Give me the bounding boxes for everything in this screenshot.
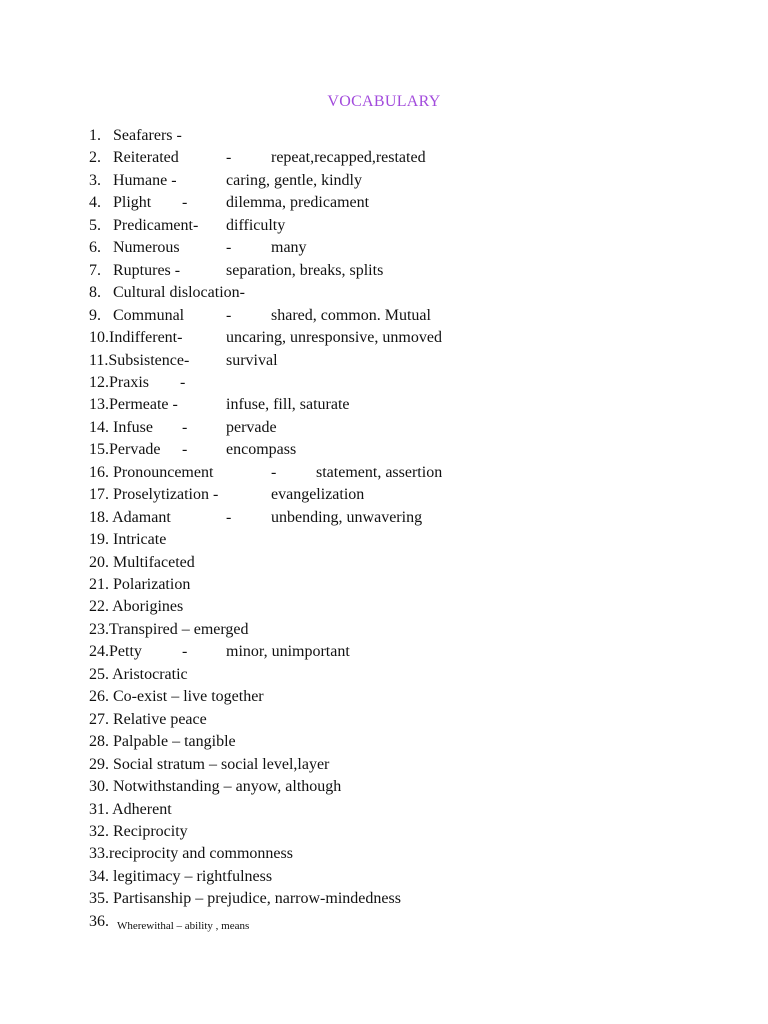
entry-text: - [180, 373, 186, 391]
list-item [0, 597, 768, 619]
entry-text: many [271, 239, 307, 257]
list-item [0, 171, 768, 193]
list-item [0, 889, 768, 911]
list-item [0, 261, 768, 283]
entry-term: 30. Notwithstanding – anyow, although [89, 778, 342, 796]
list-item [0, 283, 768, 305]
entry-term: 25. Aristocratic [89, 665, 188, 683]
entry-term: 2. [89, 149, 101, 167]
entry-term: 16. Pronouncement [89, 463, 214, 481]
entry-term: 36. [89, 912, 109, 930]
entry-term: 21. Polarization [89, 576, 191, 593]
entry-text: difficulty [226, 216, 286, 234]
list-item [0, 485, 768, 507]
entry-term: 29. Social stratum – social level,layer [89, 755, 330, 773]
entry-text: evangelization [271, 486, 365, 504]
list-item [0, 508, 768, 530]
list-item [0, 530, 768, 552]
entry-text: Wherewithal – ability , means [117, 919, 250, 932]
entry-text: - [182, 418, 188, 436]
entry-text: survival [226, 351, 278, 369]
list-item [0, 440, 768, 462]
list-item [0, 126, 768, 148]
list-item [0, 687, 768, 709]
list-item [0, 351, 768, 373]
entry-text: Ruptures - [113, 261, 181, 279]
list-item [0, 912, 768, 934]
entry-text: statement, assertion [316, 463, 443, 481]
entry-text: Communal [113, 306, 185, 324]
list-item [0, 777, 768, 799]
list-item [0, 238, 768, 260]
list-item [0, 822, 768, 844]
entry-text: unbending, unwavering [271, 508, 423, 526]
entry-text: Cultural dislocation- [113, 284, 245, 302]
entry-term: 20. Multifaceted [89, 553, 195, 571]
list-item [0, 867, 768, 889]
list-item [0, 553, 768, 575]
list-item [0, 395, 768, 417]
list-item [0, 373, 768, 395]
list-item [0, 306, 768, 328]
entry-text: - [182, 194, 188, 212]
entry-term: 34. legitimacy – rightfulness [89, 867, 273, 885]
entry-text: pervade [226, 418, 277, 436]
entry-term: 27. Relative peace [89, 710, 207, 728]
entry-text: minor, unimportant [226, 643, 350, 661]
list-item [0, 800, 768, 822]
entry-text: Humane - [113, 171, 177, 189]
entry-term: 18. Adamant [89, 508, 171, 526]
entry-term: 8. [89, 284, 101, 302]
list-item [0, 193, 768, 215]
entry-term: 5. [89, 216, 101, 234]
entry-term: 13.Permeate - [89, 396, 178, 414]
entry-text: Numerous [113, 239, 180, 257]
entry-text: infuse, fill, saturate [226, 396, 350, 414]
list-item [0, 620, 768, 642]
entry-term: 26. Co-exist – live together [89, 688, 264, 706]
list-item [0, 844, 768, 866]
entry-term: 28. Palpable – tangible [89, 733, 236, 751]
entry-term: 3. [89, 171, 101, 189]
list-item [0, 418, 768, 440]
list-item [0, 463, 768, 485]
entry-text: Reiterated [113, 149, 179, 167]
entry-term: 11.Subsistence- [89, 351, 190, 369]
entry-text: Predicament- [113, 216, 199, 234]
entry-term: 7. [89, 261, 101, 279]
entry-term: 31. Adherent [89, 800, 172, 818]
entry-text: repeat,recapped,restated [271, 149, 426, 167]
entry-term: 23.Transpired – emerged [89, 620, 249, 638]
entry-term: 15.Pervade [89, 441, 161, 459]
entry-term: 12.Praxis [89, 373, 149, 391]
entry-term: 32. Reciprocity [89, 822, 188, 840]
entry-term: 19. Intricate [89, 531, 167, 549]
entry-term: 10.Indifferent- [89, 329, 183, 347]
entry-text: shared, common. Mutual [271, 306, 431, 324]
entry-text: encompass [226, 441, 297, 459]
entry-text: dilemma, predicament [226, 194, 370, 212]
list-item [0, 710, 768, 732]
entry-text: Seafarers - [113, 127, 182, 144]
entry-text: separation, breaks, splits [226, 261, 384, 279]
entry-term: 33.reciprocity and commonness [89, 845, 293, 863]
entry-text: Plight [113, 194, 152, 212]
entry-term: 1. [89, 127, 101, 144]
entry-term: 22. Aborigines [89, 598, 184, 616]
entry-text: - [226, 149, 232, 167]
list-item [0, 575, 768, 597]
entry-term: 24.Petty [89, 643, 142, 661]
entry-text: - [182, 643, 188, 661]
list-item [0, 665, 768, 687]
entry-text: - [226, 306, 232, 324]
list-item [0, 755, 768, 777]
entry-term: 17. Proselytization - [89, 486, 219, 504]
entry-term: 14. Infuse [89, 418, 153, 436]
list-item [0, 328, 768, 350]
list-item [0, 732, 768, 754]
list-item [0, 216, 768, 238]
entry-text: - [182, 441, 188, 459]
list-item [0, 642, 768, 664]
entry-text: - [226, 239, 232, 257]
entry-text: - [226, 508, 232, 526]
entry-text: caring, gentle, kindly [226, 171, 362, 189]
entry-term: 4. [89, 194, 101, 212]
entry-term: 9. [89, 306, 101, 324]
page-title: VOCABULARY [327, 93, 441, 110]
list-item [0, 148, 768, 170]
entry-term: 35. Partisanship – prejudice, narrow-mindedness [89, 890, 401, 908]
entry-text: uncaring, unresponsive, unmoved [226, 329, 442, 347]
entry-term: 6. [89, 239, 101, 257]
entry-text: - [271, 463, 277, 481]
